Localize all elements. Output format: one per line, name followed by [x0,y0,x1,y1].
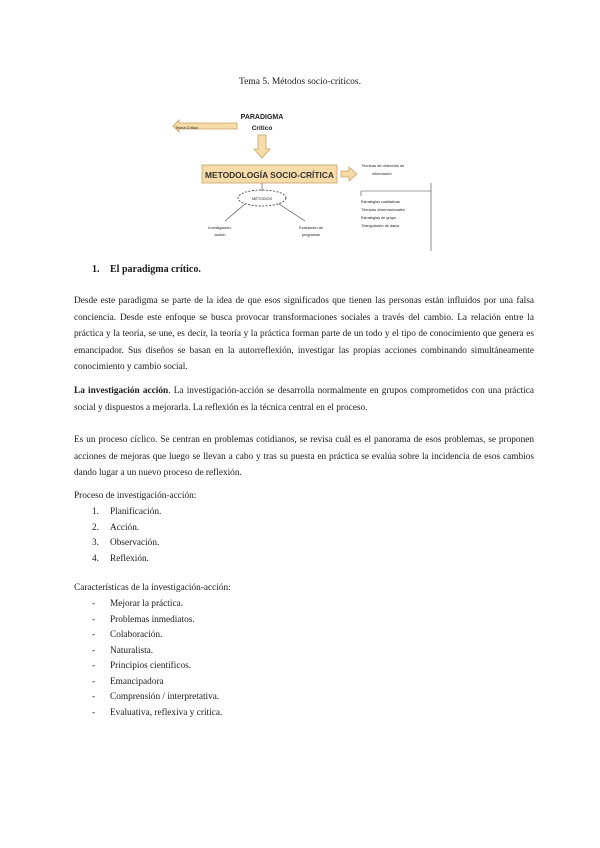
process-list [92,505,161,567]
diagram-right-list-3: Estrategias de grupo [361,216,397,220]
diagram-left-label: Teoría Crítica [175,126,198,130]
list-item: - Evaluativa, reflexiva y crítica. [92,707,223,718]
diagram-bottom-left-2: acción [214,233,226,237]
list-item: 2. Acción. [92,522,140,533]
list-item: 1. Planificación. [92,507,162,517]
section-title: El paradigma crítico. [110,264,201,275]
list-item: - Problemas inmediatos. [92,614,195,625]
list-item: - Principios científicos. [92,661,192,671]
diagram-right-list-1: Estrategias cualitativas [361,200,400,204]
characteristics-label: Características de la investigación-acción: [74,583,231,593]
diagram-right-top-1: Técnicas de obtención de [361,164,405,168]
diagram-bottom-right-1: Evaluación de [299,226,323,230]
paragraph-investigation-action [74,383,534,416]
diagram-right-top-2: información [372,172,392,176]
diagram-paradigm-label: PARADIGMA [240,114,284,121]
characteristics-list [92,597,222,721]
list-item: - Comprensión / interpretativa. [92,692,220,702]
concept-diagram [165,105,440,255]
paragraph-cyclic-process: Es un proceso cíclico. Se centran en problemas cotidianos, se revisa cuál es el panorama de esos problemas, se proponen acciones de mejoras que luego se llevan a cabo y tras su puesta en práctica se evalúa sobre la incidencia de esos cambios dando lugar a un nuevo proceso de reflexión. [74,435,534,478]
list-item: 4. Reflexión. [92,553,149,564]
list-item: 3. Observación. [92,538,160,548]
diagram-down-arrow [254,135,270,158]
list-item: - Emancipadora [92,676,164,687]
list-item: - Mejorar la práctica. [92,599,184,609]
list-item: - Naturalista. [92,645,154,656]
paragraph-paradigm: Desde este paradigma se parte de la idea de que esos significados que tienen las personas están influidos por una falsa conciencia. Desde este enfoque se busca provocar transformaciones sociales a través del cambio. La relación entre la práctica y la teoría, se une, es decir, la teoría y la práctica forman parte de un todo y el tipo de conocimiento que genera es emancipador. Sus diseños se basan en la autorreflexión, investigar las propias acciones combinando simultáneamente conocimiento y cambio social. [74,296,534,372]
paragraph-rest: . La investigación-acción se desarrolla normalmente en grupos comprometidos con una práctica social y dispuestos a mejorarla. La reflexión es la técnica central en el proceso. [74,386,534,413]
section-number: 1. [92,264,100,275]
diagram-bottom-left-1: Investigación- [208,226,232,230]
process-label: Proceso de investigación-acción: [74,491,197,501]
diagram-methods-label: MÉTODOS [251,196,273,201]
diagram-right-arrow [341,167,357,181]
diagram-main-label: METODOLOGÍA SOCIO-CRÍTICA [205,170,334,180]
list-item: - Colaboración. [92,630,163,640]
page-title: Tema 5. Métodos socio-críticos. [238,77,361,87]
paragraph-bold-term: La investigación acción [74,386,169,396]
diagram-critico-label: Crítico [251,125,273,132]
diagram-right-list-4: Triangulación de datos [361,224,400,228]
diagram-bottom-right-2: programas [301,233,321,237]
section-heading [92,264,201,275]
diagram-right-list-2: Técnicas observacionales [361,208,405,212]
